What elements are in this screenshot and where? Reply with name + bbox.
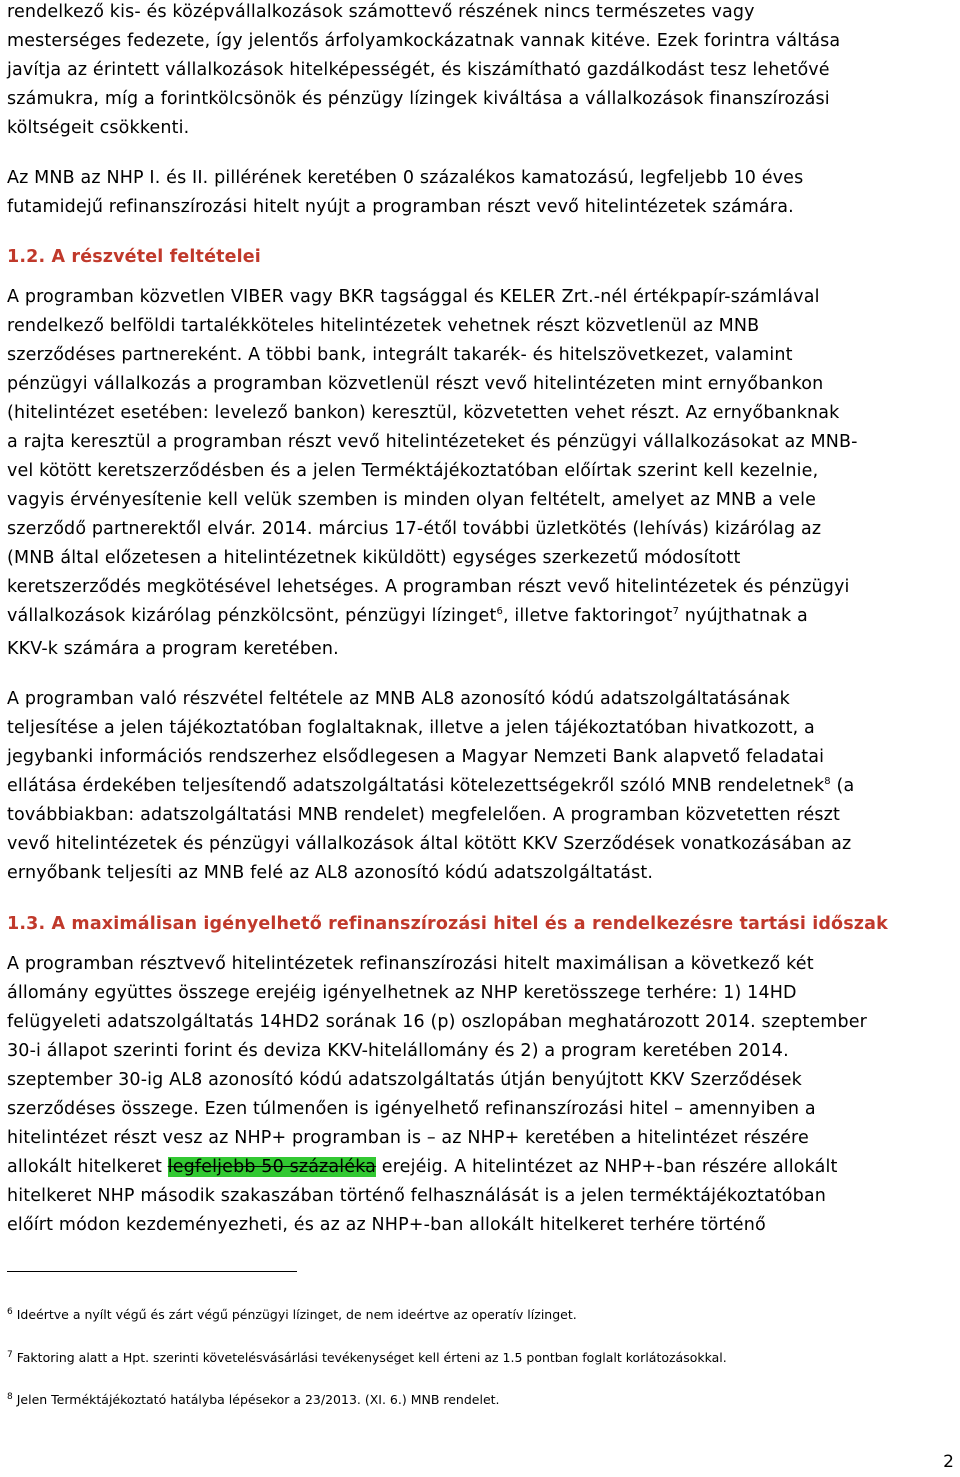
paragraph-line: A programban való részvétel feltétele az MNB AL8 azonosító kódú adatszolgáltatásának <box>7 689 790 709</box>
section-heading-1-3: 1.3. A maximálisan igényelhető refinanszírozási hitel és a rendelkezésre tartási időszak <box>7 914 888 934</box>
footnote-ref-8[interactable]: 8 <box>824 776 831 788</box>
footnote-text: Faktoring alatt a Hpt. szerinti követelésvásárlási tevékenységet kell érteni az 1.5 pontban foglalt korlátozásokkal. <box>16 1350 727 1365</box>
footnote-divider <box>7 1271 297 1272</box>
paragraph-line: keretszerződés megkötésével lehetséges. A programban részt vevő hitelintézetek és pénzügyi <box>7 577 850 597</box>
paragraph-line: teljesítése a jelen tájékoztatóban foglaltaknak, illetve a jelen tájékoztatóban hivatkozott, a <box>7 718 815 738</box>
paragraph-line <box>7 605 808 627</box>
paragraph-text: erejéig. A hitelintézet az NHP+-ban részére allokált <box>376 1157 838 1177</box>
paragraph-line: szeptember 30-ig AL8 azonosító kódú adatszolgáltatás útján benyújtott KKV Szerződések <box>7 1070 802 1090</box>
paragraph-text: , illetve faktoringot <box>502 606 673 626</box>
paragraph-line: A programban közvetlen VIBER vagy BKR tagsággal és KELER Zrt.-nél értékpapír-számlával <box>7 287 820 307</box>
footnote-ref-6[interactable]: 6 <box>496 606 503 618</box>
footnote-text: Ideértve a nyílt végű és zárt végű pénzügyi lízinget, de nem ideértve az operatív lízinget. <box>16 1307 577 1322</box>
paragraph-line: pénzügyi vállalkozás a programban közvetlenül részt vevő hitelintézeten mint ernyőbankon <box>7 374 824 394</box>
paragraph-text: nyújthatnak a <box>679 606 808 626</box>
paragraph-line: a rajta keresztül a programban részt vevő hitelintézeteket és pénzügyi vállalkozásokat az MNB- <box>7 432 858 452</box>
struck-through-text: legfeljebb 50 százaléka <box>167 1157 377 1177</box>
paragraph-line: szerződő partnerektől elvár. 2014. március 17-étől további üzletkötés (lehívás) kizárólag az <box>7 519 822 539</box>
paragraph-line: ernyőbank teljesíti az MNB felé az AL8 azonosító kódú adatszolgáltatást. <box>7 863 654 883</box>
paragraph-line <box>7 775 854 797</box>
section-heading-1-2: 1.2. A részvétel feltételei <box>7 247 261 267</box>
paragraph-line: mesterséges fedezete, így jelentős árfolyamkockázatnak vannak kitéve. Ezek forintra váltása <box>7 31 841 51</box>
paragraph-line: javítja az érintett vállalkozások hitelképességét, és kiszámítható gazdálkodást tesz lehetővé <box>7 60 830 80</box>
paragraph-text: ellátása érdekében teljesítendő adatszolgáltatási kötelezettségekről szóló MNB rendeletnek <box>7 776 825 796</box>
paragraph-line: (hitelintézet esetében: levelező bankon) keresztül, közvetetten vehet részt. Az ernyőbanknak <box>7 403 840 423</box>
paragraph-line: szerződéses összege. Ezen túlmenően is igényelhető refinanszírozási hitel – amennyiben a <box>7 1099 816 1119</box>
paragraph-line: KKV-k számára a program keretében. <box>7 639 339 659</box>
paragraph-line: számukra, míg a forintkölcsönök és pénzügy lízingek kiváltása a vállalkozások finanszírozási <box>7 89 830 109</box>
footnote-6 <box>7 1307 577 1323</box>
paragraph-line: előírt módon kezdeményezheti, és az az NHP+-ban allokált hitelkeret terhére történő <box>7 1215 766 1235</box>
footnote-number: 8 <box>7 1391 13 1402</box>
page-number: 2 <box>943 1452 954 1472</box>
paragraph-text: vállalkozások kizárólag pénzkölcsönt, pénzügyi lízinget <box>7 606 497 626</box>
paragraph-line: jegybanki információs rendszerhez elsődlegesen a Magyar Nemzeti Bank alapvető feladatai <box>7 747 825 767</box>
footnote-8 <box>7 1392 500 1408</box>
footnote-text: Jelen Terméktájékoztató hatályba lépésekor a 23/2013. (XI. 6.) MNB rendelet. <box>16 1392 500 1407</box>
paragraph-line <box>7 1156 838 1178</box>
paragraph-line: költségeit csökkenti. <box>7 118 190 138</box>
paragraph-line: (MNB által előzetesen a hitelintézetnek kiküldött) egységes szerkezetű módosított <box>7 548 741 568</box>
paragraph-line: vel kötött keretszerződésben és a jelen Terméktájékoztatóban előírtak szerint kell kezelnie, <box>7 461 819 481</box>
paragraph-line: vevő hitelintézetek és pénzügyi vállalkozások által kötött KKV Szerződések vonatkozásában az <box>7 834 852 854</box>
paragraph-line: rendelkező kis- és középvállalkozások számottevő részének nincs természetes vagy <box>7 2 755 22</box>
footnote-ref-7[interactable]: 7 <box>672 606 680 618</box>
paragraph-line: továbbiakban: adatszolgáltatási MNB rendelet) megfelelően. A programban közvetetten részt <box>7 805 840 825</box>
paragraph-line: A programban résztvevő hitelintézetek refinanszírozási hitelt maximálisan a következő két <box>7 954 814 974</box>
paragraph-line: állomány együttes összege erejéig igényelhetnek az NHP keretösszege terhére: 1) 14HD <box>7 983 797 1003</box>
paragraph-line: felügyeleti adatszolgáltatás 14HD2 sorának 16 (p) oszlopában meghatározott 2014. szeptember <box>7 1012 868 1032</box>
paragraph-line: 30-i állapot szerinti forint és deviza KKV-hitelállomány és 2) a program keretében 2014. <box>7 1041 789 1061</box>
paragraph-line: hitelintézet részt vesz az NHP+ programban is – az NHP+ keretében a hitelintézet részére <box>7 1128 809 1148</box>
paragraph-line: rendelkező belföldi tartalékköteles hitelintézetek vehetnek részt közvetlenül az MNB <box>7 316 760 336</box>
paragraph-text: allokált hitelkeret <box>7 1157 168 1177</box>
footnote-number: 7 <box>7 1349 13 1360</box>
footnote-number: 6 <box>7 1306 13 1317</box>
paragraph-line: szerződéses partnereként. A többi bank, integrált takarék- és hitelszövetkezet, valamint <box>7 345 793 365</box>
paragraph-line: futamidejű refinanszírozási hitelt nyújt a programban részt vevő hitelintézetek számára. <box>7 197 794 217</box>
paragraph-line: hitelkeret NHP második szakaszában történő felhasználását is a jelen terméktájékoztatóban <box>7 1186 827 1206</box>
paragraph-text: (a <box>830 776 855 796</box>
footnote-7 <box>7 1350 727 1366</box>
paragraph-line: vagyis érvényesítenie kell velük szemben is minden olyan feltételt, amelyet az MNB a vele <box>7 490 817 510</box>
paragraph-line: Az MNB az NHP I. és II. pillérének keretében 0 százalékos kamatozású, legfeljebb 10 éves <box>7 168 804 188</box>
